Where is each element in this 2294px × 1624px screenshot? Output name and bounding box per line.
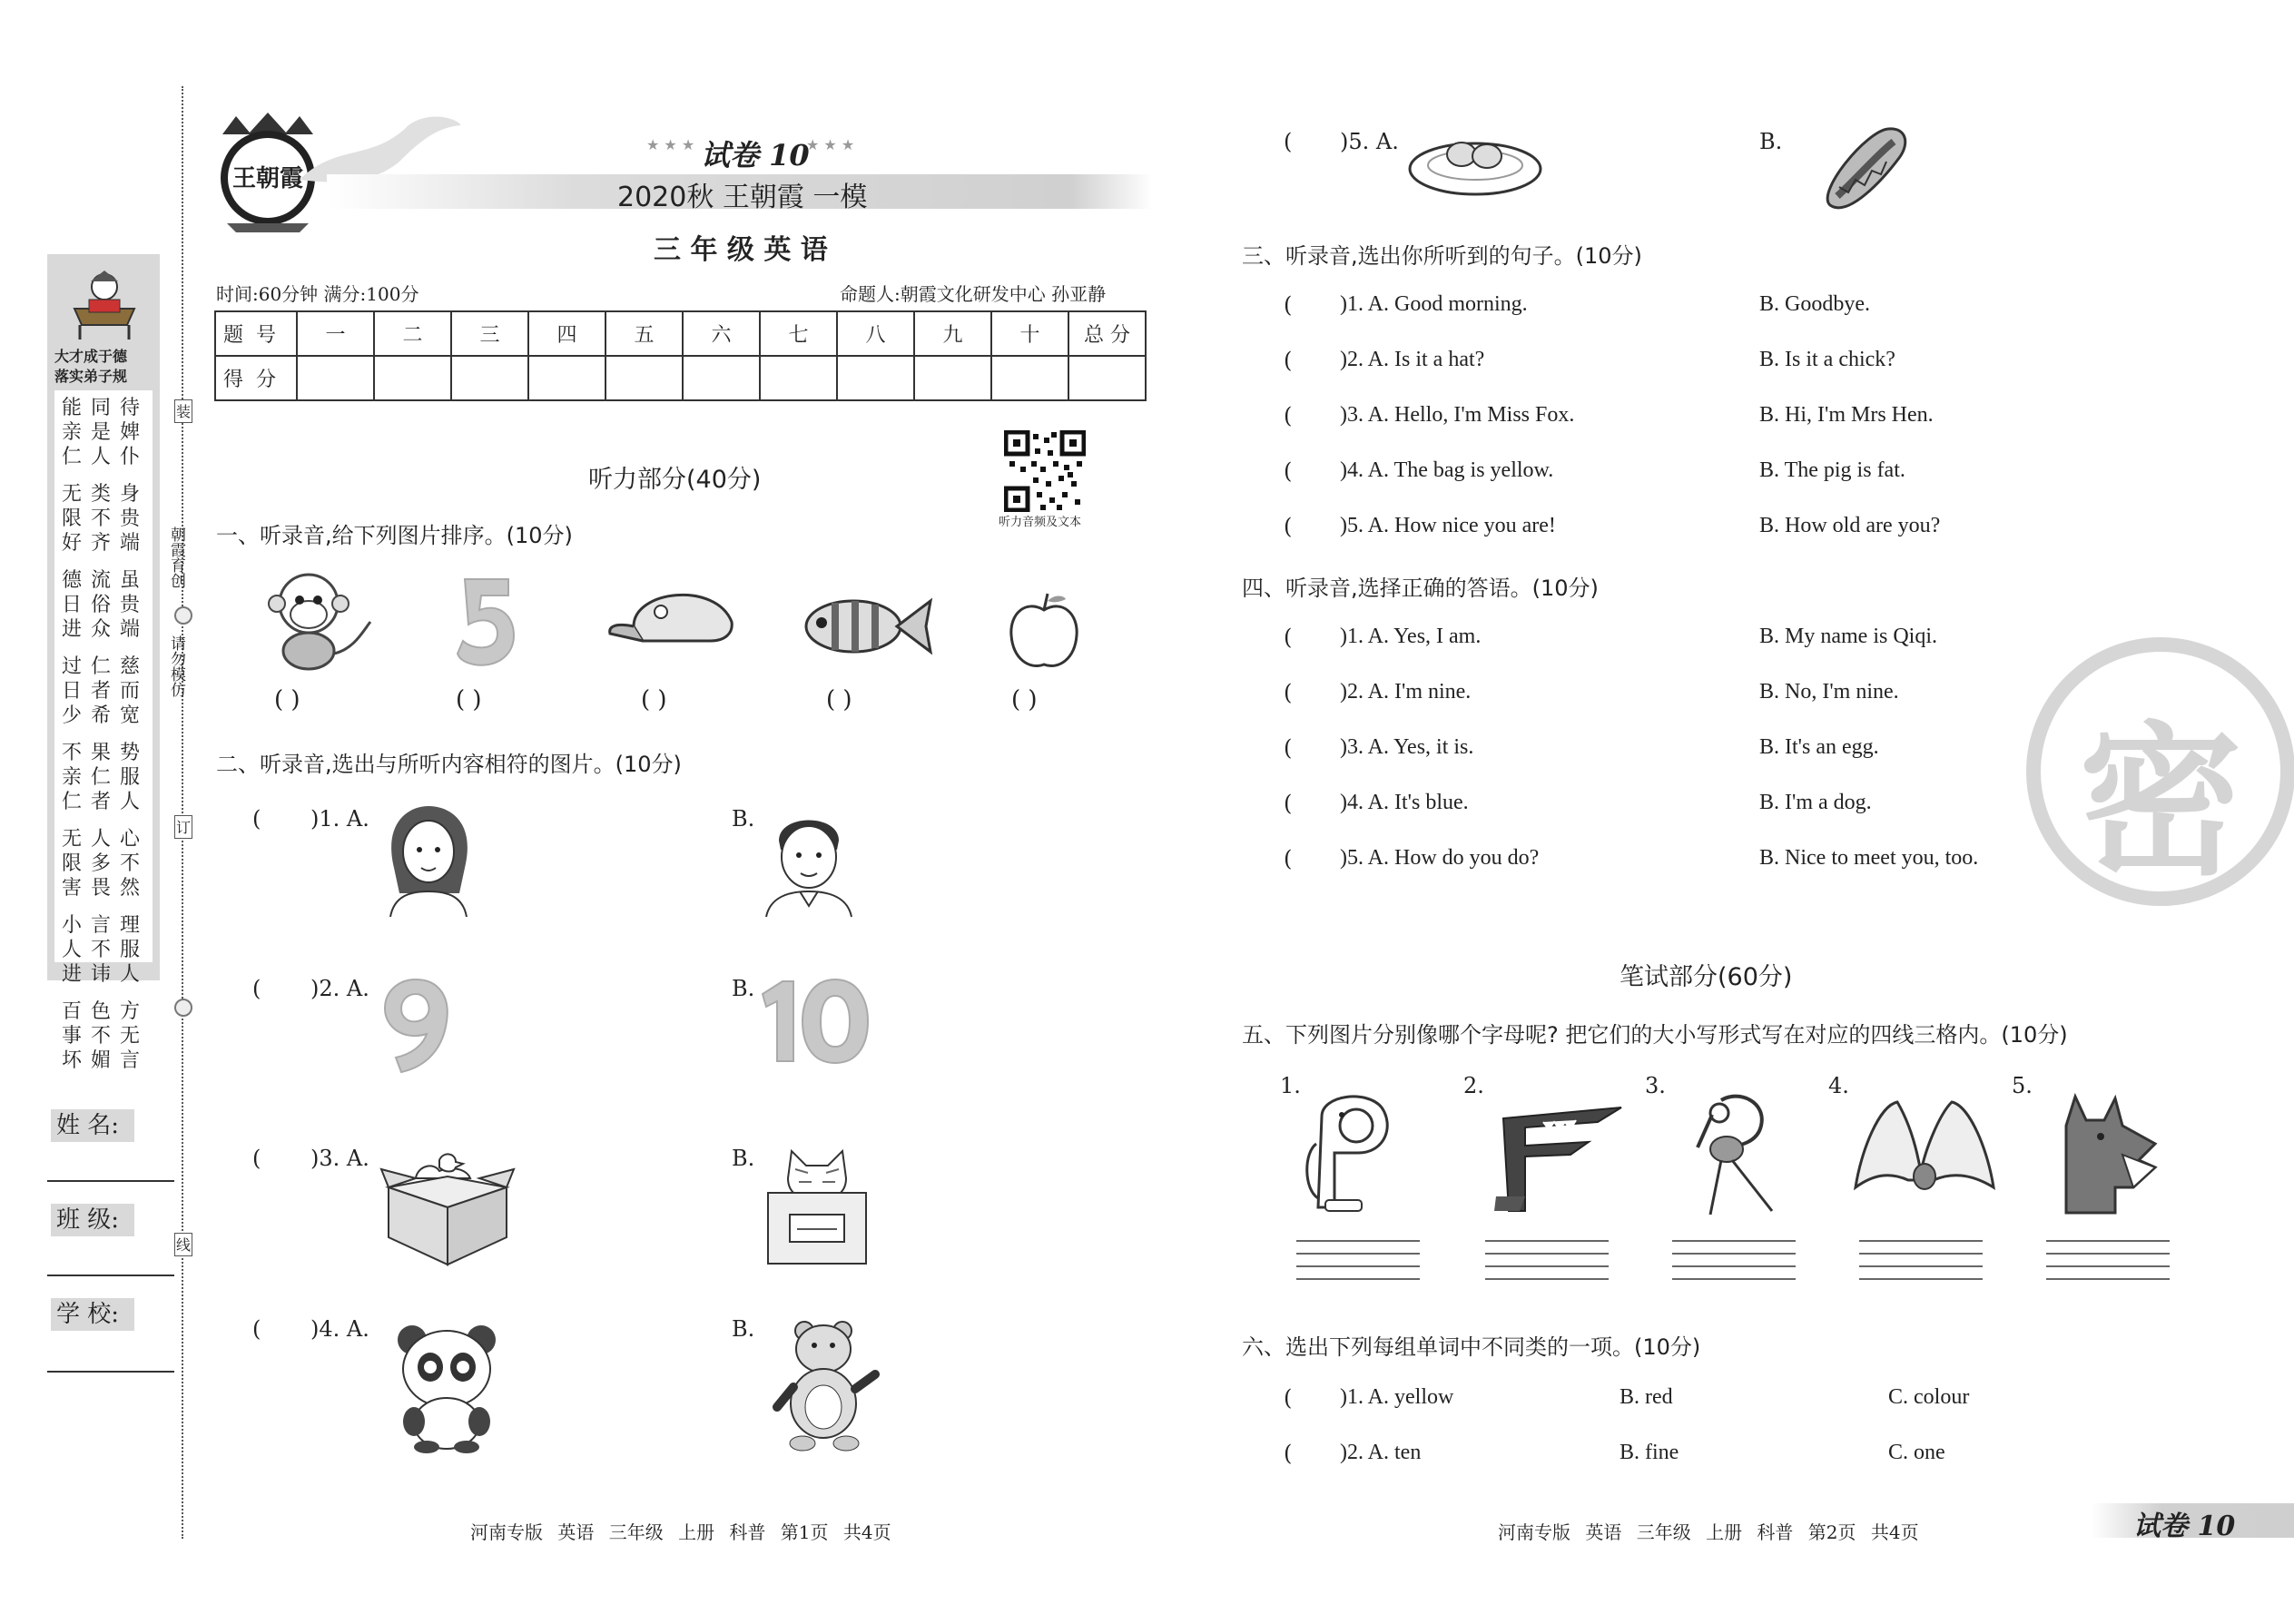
writing-lines-2[interactable]: [1485, 1240, 1609, 1291]
number-9-icon: [379, 976, 452, 1076]
answer-paren[interactable]: (: [1284, 1441, 1293, 1466]
s2-q4-label: )4. A.: [310, 1316, 369, 1342]
s2-paren: (: [252, 1146, 261, 1171]
score-col: 四: [528, 311, 605, 356]
score-col: 九: [914, 311, 991, 356]
option-a: )4. A. The bag is yellow.: [1340, 458, 1554, 482]
score-col: 七: [760, 311, 837, 356]
sidebar-motto-panel: [47, 254, 160, 1072]
score-row-label: 得分: [215, 356, 297, 400]
answer-paren[interactable]: (: [1284, 403, 1293, 428]
poem-column: 小人进: [61, 914, 82, 986]
class-field[interactable]: [47, 1275, 174, 1276]
answer-paren[interactable]: (: [1284, 735, 1293, 761]
poem-column: 言不讳: [90, 914, 111, 986]
poem-column: 势服人: [119, 742, 140, 813]
score-cell[interactable]: [1068, 356, 1146, 400]
poem-column: 过日少: [61, 655, 82, 727]
poem-grid: [60, 396, 147, 1073]
number-10-icon: [753, 976, 871, 1067]
panda-icon: [392, 1322, 501, 1453]
poem-box: [54, 390, 153, 1072]
s2-paren: (: [252, 976, 261, 1001]
score-cell[interactable]: [297, 356, 374, 400]
writing-lines-4[interactable]: [1859, 1240, 1983, 1291]
writing-title: 笔试部分(60分): [1620, 963, 1793, 991]
fold-mark-3: 线: [174, 1233, 192, 1256]
option-a: )3. A. Yes, it is.: [1340, 735, 1474, 759]
wolf-w-icon: [2061, 1089, 2161, 1216]
hot-dog-icon: [1812, 123, 1912, 223]
section1-title: 一、听录音,给下列图片排序。(10分): [216, 523, 573, 548]
time-info: 时间:60分钟 满分:100分: [216, 283, 419, 305]
option-b: B. Hi, I'm Mrs Hen.: [1759, 403, 1934, 427]
footer-tag: 试卷 10: [2133, 1511, 2236, 1542]
order-blank-3[interactable]: ( ): [641, 686, 667, 714]
poem-column: 慈而宽: [119, 655, 140, 727]
answer-paren[interactable]: (: [1284, 846, 1293, 871]
poem-column: 方无言: [119, 1000, 140, 1072]
s5-number-3: 3.: [1645, 1073, 1666, 1098]
motto-top: 大才成于德: [54, 348, 128, 365]
fish-icon: [799, 590, 935, 663]
watermark-char: 密: [2079, 708, 2243, 898]
poem-column: 无限害: [61, 828, 82, 900]
poem-column: 能亲仁: [61, 397, 82, 468]
girl-icon: [381, 804, 477, 918]
option-b: B. Goodbye.: [1759, 292, 1870, 316]
option-c: C. one: [1888, 1441, 1945, 1464]
score-col: 十: [991, 311, 1068, 356]
option-b: B. It's an egg.: [1759, 735, 1879, 759]
poem-column: 无限好: [61, 483, 82, 555]
score-col: 一: [297, 311, 374, 356]
s2-q3-label: )3. A.: [310, 1146, 369, 1171]
boy-icon: [759, 804, 859, 918]
poem-column: 身贵端: [119, 483, 140, 555]
score-cell[interactable]: [683, 356, 760, 400]
qr-code-icon[interactable]: [1004, 430, 1086, 512]
crane-r-icon: [1685, 1093, 1785, 1220]
option-a: )2. A. ten: [1340, 1441, 1422, 1464]
footer-right: 河南专版 英语 三年级 上册 科普 第2页 共4页: [1498, 1521, 1919, 1543]
s2-q5-b-label: B.: [1759, 129, 1783, 154]
section2-title: 二、听录音,选出与所听内容相符的图片。(10分): [216, 752, 682, 777]
answer-paren[interactable]: (: [1284, 791, 1293, 816]
answer-paren[interactable]: (: [1284, 514, 1293, 539]
score-cell[interactable]: [837, 356, 914, 400]
stars-right: ★ ★ ★: [806, 136, 855, 153]
crocodile-f-icon: [1489, 1100, 1625, 1218]
motto-bottom: 落实弟子规: [54, 368, 128, 385]
footer-left: 河南专版 英语 三年级 上册 科普 第1页 共4页: [470, 1521, 891, 1543]
qr-caption: 听力音频及文本: [999, 516, 1082, 529]
hole-icon-2: [174, 999, 192, 1017]
writing-lines-1[interactable]: [1296, 1240, 1420, 1291]
s2-q3-b-label: B.: [732, 1146, 755, 1171]
section3-title: 三、听录音,选出你所听到的句子。(10分): [1242, 243, 1642, 269]
option-c: C. colour: [1888, 1385, 1970, 1409]
section4-title: 四、听录音,选择正确的答语。(10分): [1242, 576, 1599, 601]
option-a: )1. A. yellow: [1340, 1385, 1454, 1409]
option-b: B. I'm a dog.: [1759, 791, 1872, 814]
cat-in-box-icon: [763, 1142, 871, 1269]
poem-column: 类不齐: [90, 483, 111, 555]
poem-column: 百事坏: [61, 1000, 82, 1072]
s5-number-2: 2.: [1463, 1073, 1484, 1098]
fold-mark-2: 订: [174, 815, 192, 839]
poem-column: 同是人: [90, 397, 111, 468]
apple-icon: [1008, 590, 1080, 672]
brand-logo-text: 王朝霞: [231, 165, 303, 192]
poem-column: 流俗众: [90, 569, 111, 641]
order-blank-4[interactable]: ( ): [826, 686, 852, 714]
listening-title: 听力部分(40分): [588, 466, 762, 494]
option-a: )1. A. Good morning.: [1340, 292, 1528, 316]
eggs-on-plate-icon: [1407, 127, 1543, 200]
score-cell[interactable]: [374, 356, 451, 400]
paper-number: 试卷 10: [701, 138, 810, 172]
number-5-icon: [454, 572, 517, 672]
score-col: 八: [837, 311, 914, 356]
school-field[interactable]: [47, 1371, 174, 1373]
score-col: 二: [374, 311, 451, 356]
s2-q1-b-label: B.: [732, 806, 755, 832]
name-field[interactable]: [47, 1180, 174, 1182]
poem-column: 色不媚: [90, 1000, 111, 1072]
option-a: )1. A. Yes, I am.: [1340, 625, 1482, 648]
s2-paren: (: [1284, 129, 1293, 154]
s5-number-5: 5.: [2012, 1073, 2033, 1098]
poem-column: 虽贵端: [119, 569, 140, 641]
score-col: 五: [605, 311, 683, 356]
poem-column: 果仁者: [90, 742, 111, 813]
answer-paren[interactable]: (: [1284, 348, 1293, 373]
author-info: 命题人:朝霞文化研发中心 孙亚静: [840, 283, 1107, 305]
option-b: B. Nice to meet you, too.: [1759, 846, 1979, 870]
poem-column: 仁者希: [90, 655, 111, 727]
score-cell[interactable]: [605, 356, 683, 400]
score-col: 三: [451, 311, 528, 356]
score-cell[interactable]: [528, 356, 605, 400]
name-label: 姓 名:: [51, 1109, 134, 1142]
order-blank-2[interactable]: ( ): [456, 686, 482, 714]
s2-q2-label: )2. A.: [310, 976, 369, 1001]
option-a: )3. A. Hello, I'm Miss Fox.: [1340, 403, 1575, 427]
poem-column: 待婢仆: [119, 397, 140, 468]
option-b: B. red: [1620, 1385, 1673, 1409]
s2-q1-label: )1. A.: [310, 806, 369, 832]
score-header-label: 题号: [215, 311, 297, 356]
option-a: )4. A. It's blue.: [1340, 791, 1469, 814]
s2-paren: (: [252, 806, 261, 832]
s2-q4-b-label: B.: [732, 1316, 755, 1342]
section5-title: 五、下列图片分别像哪个字母呢? 把它们的大小写形式写在对应的四线三格内。(10分): [1242, 1022, 2068, 1048]
option-b: B. The pig is fat.: [1759, 458, 1905, 482]
class-label: 班 级:: [51, 1204, 134, 1236]
vertical-note-2: 请勿模仿: [167, 635, 185, 697]
answer-paren[interactable]: (: [1284, 292, 1293, 318]
poem-column: 德日进: [61, 569, 82, 641]
option-b: B. No, I'm nine.: [1759, 680, 1899, 704]
duck-in-box-icon: [379, 1142, 516, 1269]
score-col: 六: [683, 311, 760, 356]
answer-paren[interactable]: (: [1284, 1385, 1293, 1411]
cap-icon: [606, 581, 743, 663]
monkey-icon: [263, 567, 377, 672]
s2-q2-b-label: B.: [732, 976, 755, 1001]
scholar-figure-icon: [64, 261, 145, 343]
hole-icon-1: [174, 606, 192, 625]
stars-left: ★ ★ ★: [646, 136, 695, 153]
poem-column: 心不然: [119, 828, 140, 900]
s5-number-1: 1.: [1280, 1073, 1301, 1098]
option-b: B. How old are you?: [1759, 514, 1941, 537]
score-cell[interactable]: [991, 356, 1068, 400]
option-b: B. fine: [1620, 1441, 1679, 1464]
section6-title: 六、选出下列每组单词中不同类的一项。(10分): [1242, 1334, 1701, 1360]
score-col: 总 分: [1068, 311, 1146, 356]
answer-paren[interactable]: (: [1284, 625, 1293, 650]
exam-title: 2020秋 王朝霞 一模: [617, 182, 868, 213]
poem-column: 理服人: [119, 914, 140, 986]
subject-title: 三 年 级 英 语: [654, 234, 828, 266]
option-a: )5. A. How do you do?: [1340, 846, 1540, 870]
binding-dotted-line: [182, 86, 183, 1539]
score-cell[interactable]: [760, 356, 837, 400]
score-cell[interactable]: [914, 356, 991, 400]
poem-column: 人多畏: [90, 828, 111, 900]
answer-paren[interactable]: (: [1284, 680, 1293, 705]
fold-mark-1: 装: [174, 399, 192, 423]
option-a: )2. A. I'm nine.: [1340, 680, 1472, 704]
vertical-note-1: 朝霞育创: [167, 527, 185, 588]
answer-paren[interactable]: (: [1284, 458, 1293, 484]
bird-m-icon: [1852, 1097, 1997, 1196]
s5-number-4: 4.: [1828, 1073, 1849, 1098]
elephant-p-icon: [1304, 1089, 1394, 1216]
order-blank-5[interactable]: ( ): [1011, 686, 1038, 714]
school-label: 学 校:: [51, 1298, 134, 1331]
option-a: )2. A. Is it a hat?: [1340, 348, 1485, 371]
option-b: B. My name is Qiqi.: [1759, 625, 1937, 648]
bear-icon: [772, 1316, 881, 1452]
score-table: [214, 310, 1147, 401]
s2-paren: (: [252, 1316, 261, 1342]
order-blank-1[interactable]: ( ): [274, 686, 300, 714]
writing-lines-3[interactable]: [1672, 1240, 1796, 1291]
s2-q5-label: )5. A.: [1340, 129, 1399, 154]
option-b: B. Is it a chick?: [1759, 348, 1895, 371]
option-a: )5. A. How nice you are!: [1340, 514, 1556, 537]
score-cell[interactable]: [451, 356, 528, 400]
poem-column: 不亲仁: [61, 742, 82, 813]
writing-lines-5[interactable]: [2046, 1240, 2170, 1291]
